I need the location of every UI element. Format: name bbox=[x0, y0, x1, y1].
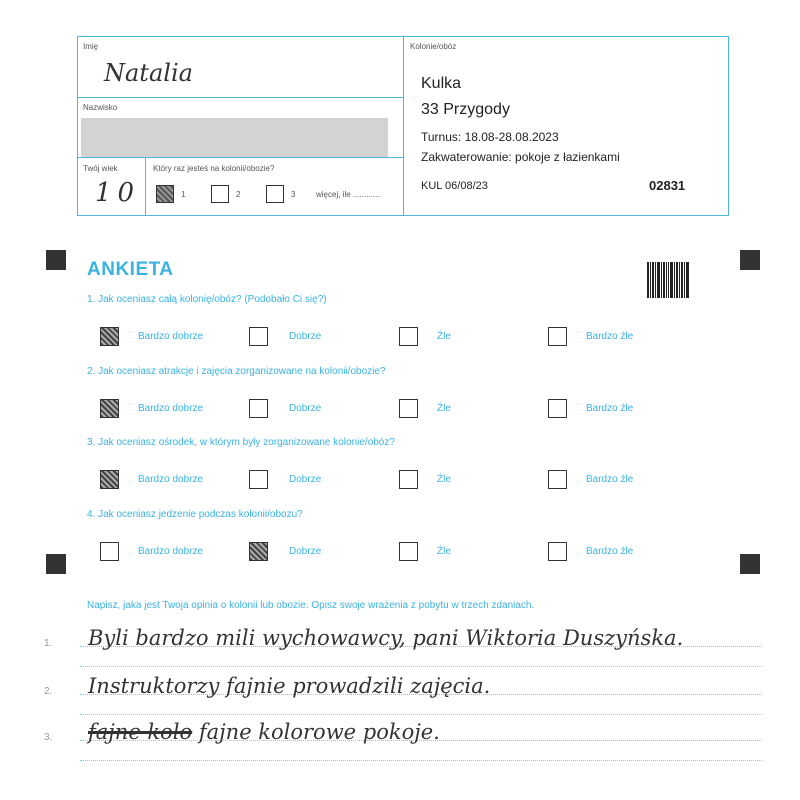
survey-title: ANKIETA bbox=[87, 259, 174, 280]
registration-mark bbox=[46, 250, 66, 270]
answer-checkbox[interactable] bbox=[249, 399, 268, 418]
surname-label: Nazwisko bbox=[83, 103, 118, 112]
header-divider bbox=[77, 97, 404, 98]
answer-checkbox[interactable] bbox=[249, 470, 268, 489]
camp-code: KUL 06/08/23 bbox=[421, 180, 488, 192]
question-text: 1. Jak oceniasz całą kolonię/obóz? (Podobało Ci się?) bbox=[87, 294, 327, 305]
times-option-label: 1 bbox=[181, 190, 186, 199]
registration-mark bbox=[740, 554, 760, 574]
answer-label: Dobrze bbox=[289, 331, 322, 342]
answer-checkbox[interactable] bbox=[249, 542, 268, 561]
answer-checkbox[interactable] bbox=[100, 542, 119, 561]
header-divider bbox=[145, 157, 146, 216]
answer-text: Instruktorzy fajnie prowadzili zajęcia. bbox=[88, 674, 491, 698]
crossed-out-text: fajne kolo bbox=[88, 720, 193, 744]
camp-name: Kulka bbox=[421, 75, 462, 92]
header-divider bbox=[77, 157, 404, 158]
answer-label: Bardzo źle bbox=[586, 403, 634, 414]
answer-checkbox[interactable] bbox=[548, 542, 567, 561]
answer-checkbox[interactable] bbox=[548, 399, 567, 418]
answer-label: Bardzo dobrze bbox=[138, 474, 204, 485]
answer-text: fajne kolorowe pokoje. bbox=[198, 720, 440, 744]
answer-label: Źle bbox=[437, 546, 451, 557]
turnus: Turnus: 18.08-28.08.2023 bbox=[421, 130, 559, 144]
answer-label: Dobrze bbox=[289, 403, 322, 414]
answer-checkbox[interactable] bbox=[399, 399, 418, 418]
camp-subtitle: 33 Przygody bbox=[421, 101, 510, 118]
handwritten-answer bbox=[88, 674, 490, 698]
times-option-label: 2 bbox=[236, 190, 241, 199]
line-number: 1. bbox=[44, 638, 53, 649]
line-number: 2. bbox=[44, 686, 53, 697]
opinion-instruction: Napisz, jaka jest Twoja opinia o kolonii lub obozie. Opisz swoje wrażenia z pobytu w trzech zdaniach. bbox=[87, 600, 535, 611]
answer-label: Źle bbox=[437, 403, 451, 414]
answer-checkbox[interactable] bbox=[249, 327, 268, 346]
answer-checkbox[interactable] bbox=[399, 542, 418, 561]
question-text: 2. Jak oceniasz atrakcje i zajęcia zorganizowane na kolonii/obozie? bbox=[87, 366, 386, 377]
times-checkbox-2[interactable] bbox=[211, 185, 229, 203]
answer-label: Dobrze bbox=[289, 546, 322, 557]
name-value: Natalia bbox=[104, 59, 193, 87]
accommodation: Zakwaterowanie: pokoje z łazienkami bbox=[421, 150, 620, 164]
answer-label: Dobrze bbox=[289, 474, 322, 485]
writing-line bbox=[80, 714, 762, 715]
answer-checkbox[interactable] bbox=[100, 327, 119, 346]
times-option-label: 3 bbox=[291, 190, 296, 199]
age-label: Twój wiek bbox=[83, 164, 118, 173]
handwritten-answer bbox=[88, 626, 683, 650]
age-value: 10 bbox=[95, 178, 141, 208]
camp-label: Kolonie/obóz bbox=[410, 42, 457, 51]
answer-checkbox[interactable] bbox=[399, 327, 418, 346]
answer-label: Bardzo źle bbox=[586, 331, 634, 342]
writing-line bbox=[80, 760, 762, 761]
question-text: 4. Jak oceniasz jedzenie podczas kolonii/obozu? bbox=[87, 509, 303, 520]
answer-label: Bardzo źle bbox=[586, 474, 634, 485]
question-text: 3. Jak oceniasz ośrodek, w którym były zorganizowane kolonie/obóz? bbox=[87, 437, 395, 448]
answer-text: Byli bardzo mili wychowawcy, pani Wiktoria Duszyńska. bbox=[88, 626, 684, 650]
answer-label: Źle bbox=[437, 474, 451, 485]
surname-redaction bbox=[81, 118, 388, 157]
answer-label: Bardzo dobrze bbox=[138, 546, 204, 557]
answer-checkbox[interactable] bbox=[100, 470, 119, 489]
times-checkbox-1[interactable] bbox=[156, 185, 174, 203]
answer-checkbox[interactable] bbox=[399, 470, 418, 489]
registration-mark bbox=[46, 554, 66, 574]
writing-line bbox=[80, 666, 762, 667]
handwritten-answer bbox=[88, 720, 440, 744]
barcode bbox=[647, 262, 703, 298]
name-label: Imię bbox=[83, 42, 99, 51]
line-number: 3. bbox=[44, 732, 53, 743]
form-number: 02831 bbox=[649, 178, 686, 193]
registration-mark bbox=[740, 250, 760, 270]
answer-checkbox[interactable] bbox=[548, 327, 567, 346]
times-label: Który raz jesteś na kolonii/obozie? bbox=[153, 164, 275, 173]
answer-label: Źle bbox=[437, 331, 451, 342]
answer-checkbox[interactable] bbox=[100, 399, 119, 418]
times-more-label: więcej, ile ............ bbox=[316, 190, 380, 199]
answer-label: Bardzo dobrze bbox=[138, 331, 204, 342]
header-divider bbox=[403, 36, 404, 216]
answer-checkbox[interactable] bbox=[548, 470, 567, 489]
answer-label: Bardzo źle bbox=[586, 546, 634, 557]
answer-label: Bardzo dobrze bbox=[138, 403, 204, 414]
times-checkbox-3[interactable] bbox=[266, 185, 284, 203]
